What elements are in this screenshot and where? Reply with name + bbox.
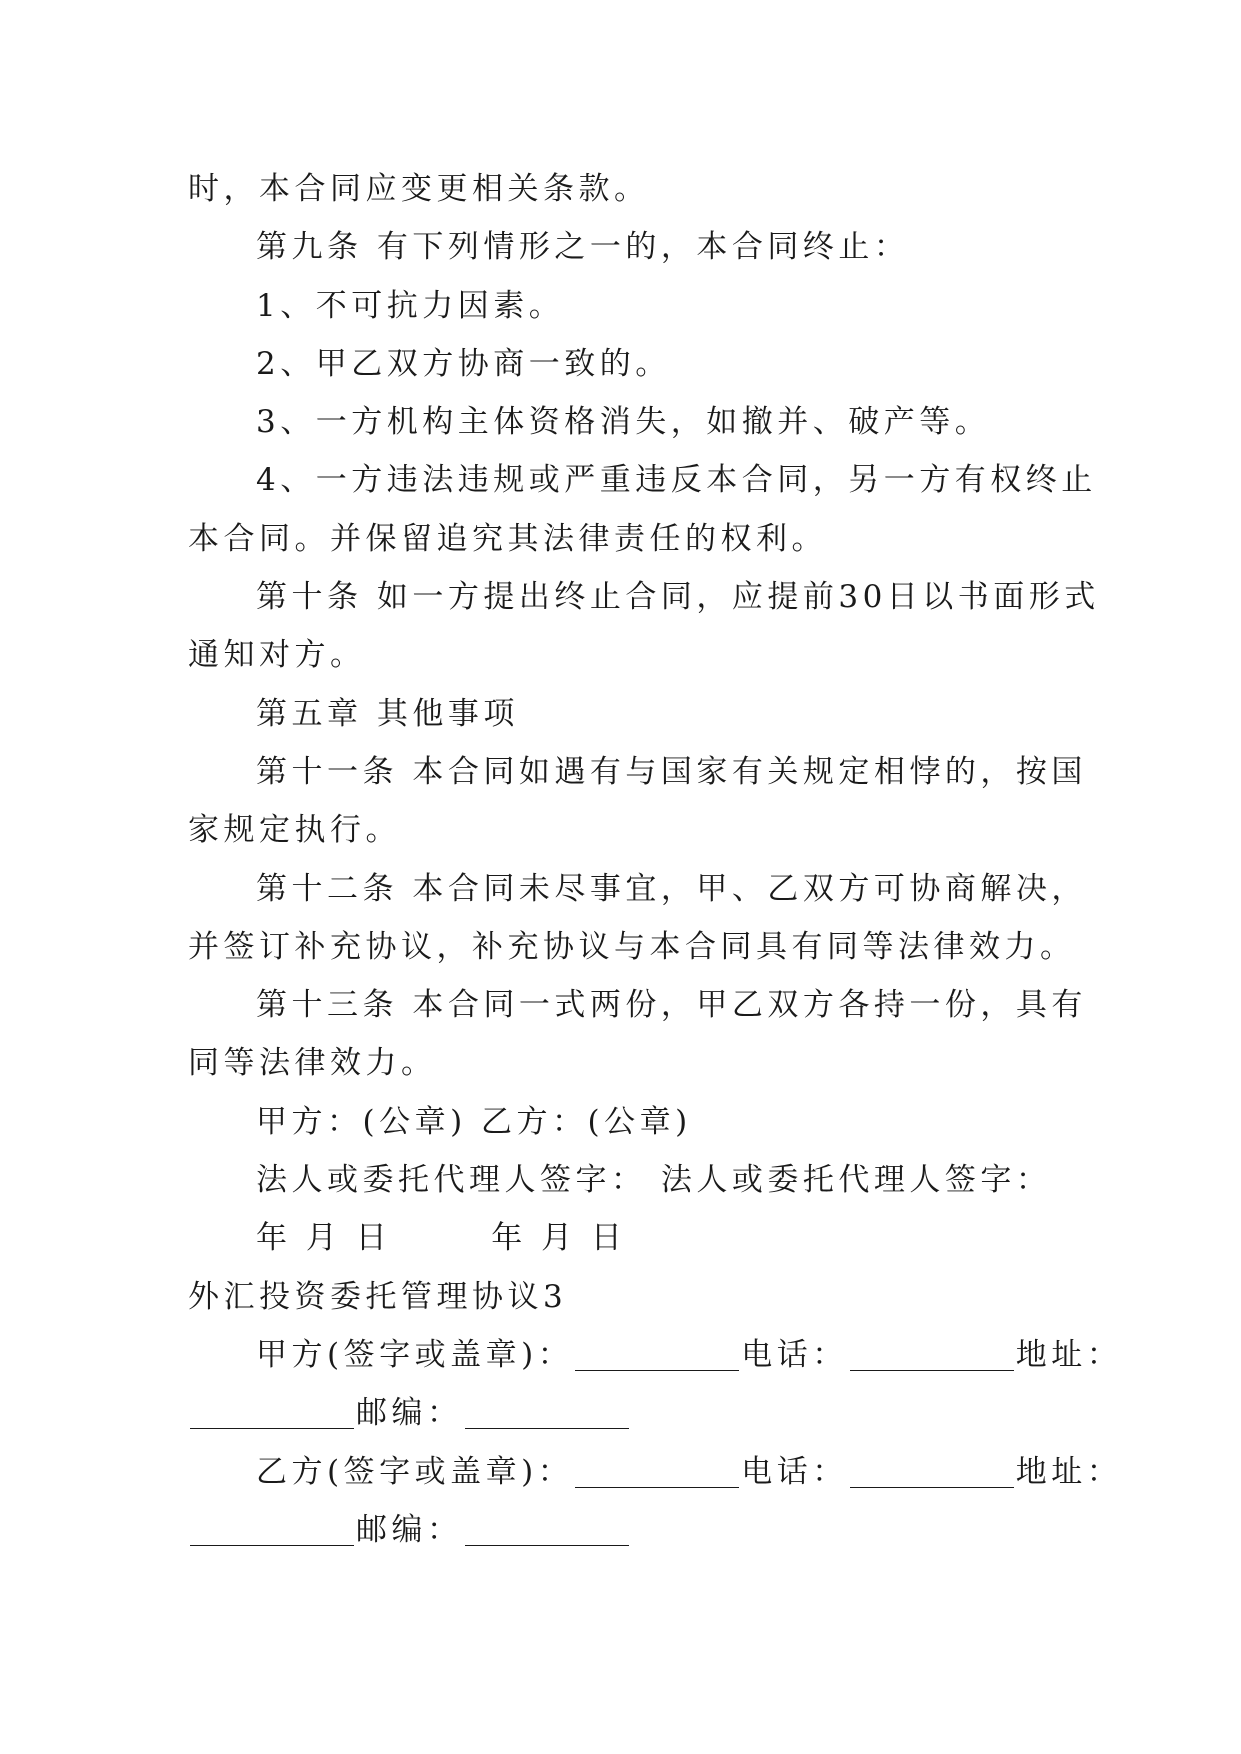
paragraph-line: 时，本合同应变更相关条款。 — [188, 171, 650, 207]
seal-line: 甲方：(公章) 乙方：(公章) — [256, 1103, 692, 1140]
date-right: 年 月 日 — [491, 1220, 627, 1257]
date-left: 年 月 日 — [256, 1220, 392, 1257]
list-item: 2、甲乙双方协商一致的。 — [256, 345, 671, 382]
paragraph-line: 并签订补充协议，补充协议与本合同具有同等法律效力。 — [188, 928, 1076, 965]
paragraph-line: 本合同。并保留追究其法律责任的权利。 — [188, 520, 827, 557]
article-11: 第十一条 本合同如遇有与国家有关规定相悖的，按国 — [256, 753, 1087, 790]
party-b-address-blank[interactable] — [190, 1517, 354, 1546]
party-a-phone-label: 电话： — [741, 1336, 848, 1373]
party-a-line-2 — [188, 1384, 1068, 1442]
paragraph-line: 家规定执行。 — [188, 812, 401, 849]
party-b-signature-blank[interactable] — [575, 1459, 739, 1488]
party-a-postcode-blank[interactable] — [465, 1400, 629, 1429]
list-item: 4、一方违法违规或严重违反本合同，另一方有权终止 — [256, 462, 1097, 499]
date-line — [188, 1209, 1068, 1267]
paragraph-line: 通知对方。 — [188, 637, 366, 674]
party-a-postcode-label: 邮编： — [356, 1395, 463, 1432]
document-page — [188, 160, 1123, 1559]
party-b-line — [188, 1443, 1123, 1501]
party-a-line — [188, 1326, 1123, 1384]
party-a-address-label: 地址： — [1015, 1336, 1123, 1373]
signature-line: 法人或委托代理人签字： 法人或委托代理人签字： — [256, 1162, 1052, 1199]
article-10: 第十条 如一方提出终止合同，应提前30日以书面形式 — [256, 579, 1100, 616]
party-b-phone-label: 电话： — [741, 1453, 848, 1490]
list-item: 3、一方机构主体资格消失，如撤并、破产等。 — [256, 404, 991, 441]
paragraph-line: 同等法律效力。 — [188, 1045, 437, 1082]
party-b-postcode-blank[interactable] — [465, 1517, 629, 1546]
party-b-postcode-label: 邮编： — [356, 1511, 463, 1548]
article-13: 第十三条 本合同一式两份，甲乙双方各持一份，具有 — [256, 987, 1087, 1024]
party-b-label: 乙方(签字或盖章)： — [256, 1453, 574, 1490]
party-a-signature-blank[interactable] — [575, 1342, 739, 1371]
agreement-title: 外汇投资委托管理协议3 — [188, 1278, 568, 1315]
party-a-address-blank[interactable] — [190, 1400, 354, 1429]
party-b-phone-blank[interactable] — [850, 1459, 1014, 1488]
party-a-phone-blank[interactable] — [850, 1342, 1014, 1371]
list-item: 1、不可抗力因素。 — [256, 287, 565, 324]
article-12: 第十二条 本合同未尽事宜，甲、乙双方可协商解决， — [256, 870, 1087, 907]
party-a-label: 甲方(签字或盖章)： — [256, 1336, 574, 1373]
party-b-line-2 — [188, 1501, 1068, 1559]
article-9-heading: 第九条 有下列情形之一的，本合同终止： — [256, 229, 910, 266]
party-b-address-label: 地址： — [1015, 1453, 1123, 1490]
chapter-5-heading: 第五章 其他事项 — [256, 695, 519, 732]
